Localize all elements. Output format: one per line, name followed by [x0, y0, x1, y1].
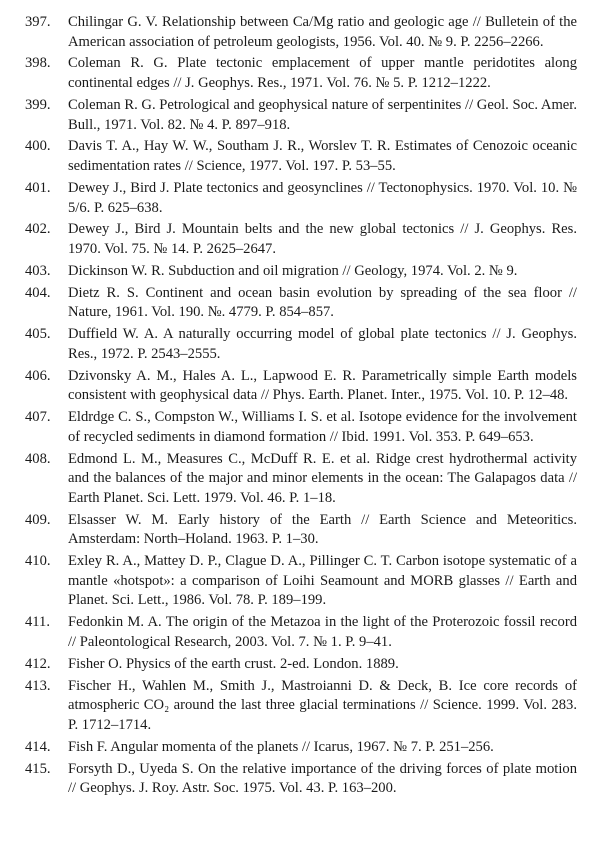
reference-number: 410. — [25, 553, 51, 570]
reference-text: Chilingar G. V. Relationship between Ca/Mg ratio and geologic age // Bulletein of the American association of petroleum geologists, 1956. Vol. 40. № 9. P. 2256–2266. — [68, 14, 577, 50]
reference-list — [25, 13, 577, 801]
reference-item — [25, 262, 577, 282]
reference-text: Fisher O. Physics of the earth crust. 2-ed. London. 1889. — [68, 655, 399, 672]
reference-item — [25, 367, 577, 406]
reference-number: 401. — [25, 179, 51, 196]
reference-text: Duffield W. A. A naturally occurring model of global plate tectonics // J. Geophys. Res., 1972. P. 2543–2555. — [68, 326, 577, 362]
reference-text: Fischer H., Wahlen M., Smith J., Mastroianni D. & Deck, B. Ice core records of atmospheric CO₂ around the last three glacial terminations // Science. 1999. Vol. 283. P. 1712–1714. — [68, 677, 577, 733]
reference-item — [25, 655, 577, 675]
reference-text: Elsasser W. M. Early history of the Earth // Earth Science and Meteoritics. Amsterdam: North–Holand. 1963. P. 1–30. — [68, 511, 577, 548]
reference-number: 400. — [25, 138, 51, 155]
reference-item — [25, 511, 577, 550]
reference-number: 415. — [25, 760, 51, 777]
reference-item — [25, 13, 577, 52]
reference-text: Fish F. Angular momenta of the planets // Icarus, 1967. № 7. P. 251–256. — [68, 738, 494, 755]
reference-item — [25, 284, 577, 323]
reference-number: 397. — [25, 14, 51, 30]
reference-item — [25, 96, 577, 135]
reference-item — [25, 408, 577, 447]
reference-item — [25, 54, 577, 93]
reference-text: Exley R. A., Mattey D. P., Clague D. A., Pillinger C. T. Carbon isotope systematic of a mantle «hotspot»: a comparison of Loihi Seamount and MORB glasses // Earth and Planet. Sci. Lett., 1986. Vol. 78. P. 189–199. — [68, 553, 577, 609]
reference-number: 403. — [25, 262, 51, 279]
reference-number: 414. — [25, 738, 51, 755]
reference-item — [25, 325, 577, 364]
reference-number: 411. — [25, 614, 50, 631]
reference-text: Dewey J., Bird J. Mountain belts and the new global tectonics // J. Geophys. Res. 1970. Vol. 75. № 14. P. 2625–2647. — [68, 221, 577, 258]
reference-text: Edmond L. M., Measures C., McDuff R. E. et al. Ridge crest hydrothermal activity and the balances of the major and minor elements in the ocean: The Galapagos data // Earth Planet. Sci. Lett. 1979. Vol. 46. P. 1–18. — [68, 450, 577, 506]
reference-number: 407. — [25, 409, 51, 426]
reference-number: 404. — [25, 284, 51, 301]
reference-item — [25, 738, 577, 758]
reference-text: Dewey J., Bird J. Plate tectonics and geosynclines // Tectonophysics. 1970. Vol. 10. № 5/6. P. 625–638. — [68, 179, 577, 216]
reference-text: Eldrdge C. S., Compston W., Williams I. S. et al. Isotope evidence for the involvement of recycled sediments in diamond formation // Ibid. 1991. Vol. 353. P. 649–653. — [68, 409, 577, 445]
reference-item — [25, 137, 577, 176]
reference-text: Davis T. A., Hay W. W., Southam J. R., Worslev T. R. Estimates of Cenozoic oceanic sedimentation rates // Science, 1977. Vol. 197. P. 53–55. — [68, 138, 577, 175]
reference-text: Fedonkin M. A. The origin of the Metazoa in the light of the Proterozoic fossil record // Paleontological Research, 2003. Vol. 7. № 1. P. 9–41. — [68, 614, 577, 650]
reference-number: 399. — [25, 96, 51, 113]
reference-number: 402. — [25, 221, 51, 238]
reference-number: 405. — [25, 326, 51, 343]
reference-text: Dietz R. S. Continent and ocean basin evolution by spreading of the sea floor // Nature, 1961. Vol. 190. №. 4779. P. 854–857. — [68, 284, 577, 321]
reference-item — [25, 552, 577, 611]
reference-item — [25, 677, 577, 736]
reference-number: 412. — [25, 655, 51, 672]
reference-number: 406. — [25, 367, 51, 384]
reference-number: 398. — [25, 55, 51, 72]
reference-number: 409. — [25, 511, 51, 528]
reference-item — [25, 220, 577, 259]
reference-number: 408. — [25, 450, 51, 467]
reference-item — [25, 450, 577, 509]
reference-item — [25, 179, 577, 218]
reference-number: 413. — [25, 677, 51, 694]
reference-text: Forsyth D., Uyeda S. On the relative importance of the driving forces of plate motion // Geophys. J. Roy. Astr. Soc. 1975. Vol. 43. P. 163–200. — [68, 760, 577, 797]
reference-text: Coleman R. G. Petrological and geophysical nature of serpentinites // Geol. Soc. Amer. Bull., 1971. Vol. 82. № 4. P. 897–918. — [68, 96, 577, 133]
reference-item — [25, 760, 577, 799]
reference-text: Dickinson W. R. Subduction and oil migration // Geology, 1974. Vol. 2. № 9. — [68, 262, 518, 279]
reference-text: Coleman R. G. Plate tectonic emplacement of upper mantle peridotites along continental edges // J. Geophys. Res., 1971. Vol. 76. № 5. P. 1212–1222. — [68, 55, 577, 92]
reference-item — [25, 613, 577, 652]
reference-text: Dzivonsky A. M., Hales A. L., Lapwood E. R. Parametrically simple Earth models consistent with geophysical data // Phys. Earth. Planet. Inter., 1975. Vol. 10. P. 12–48. — [68, 367, 577, 404]
